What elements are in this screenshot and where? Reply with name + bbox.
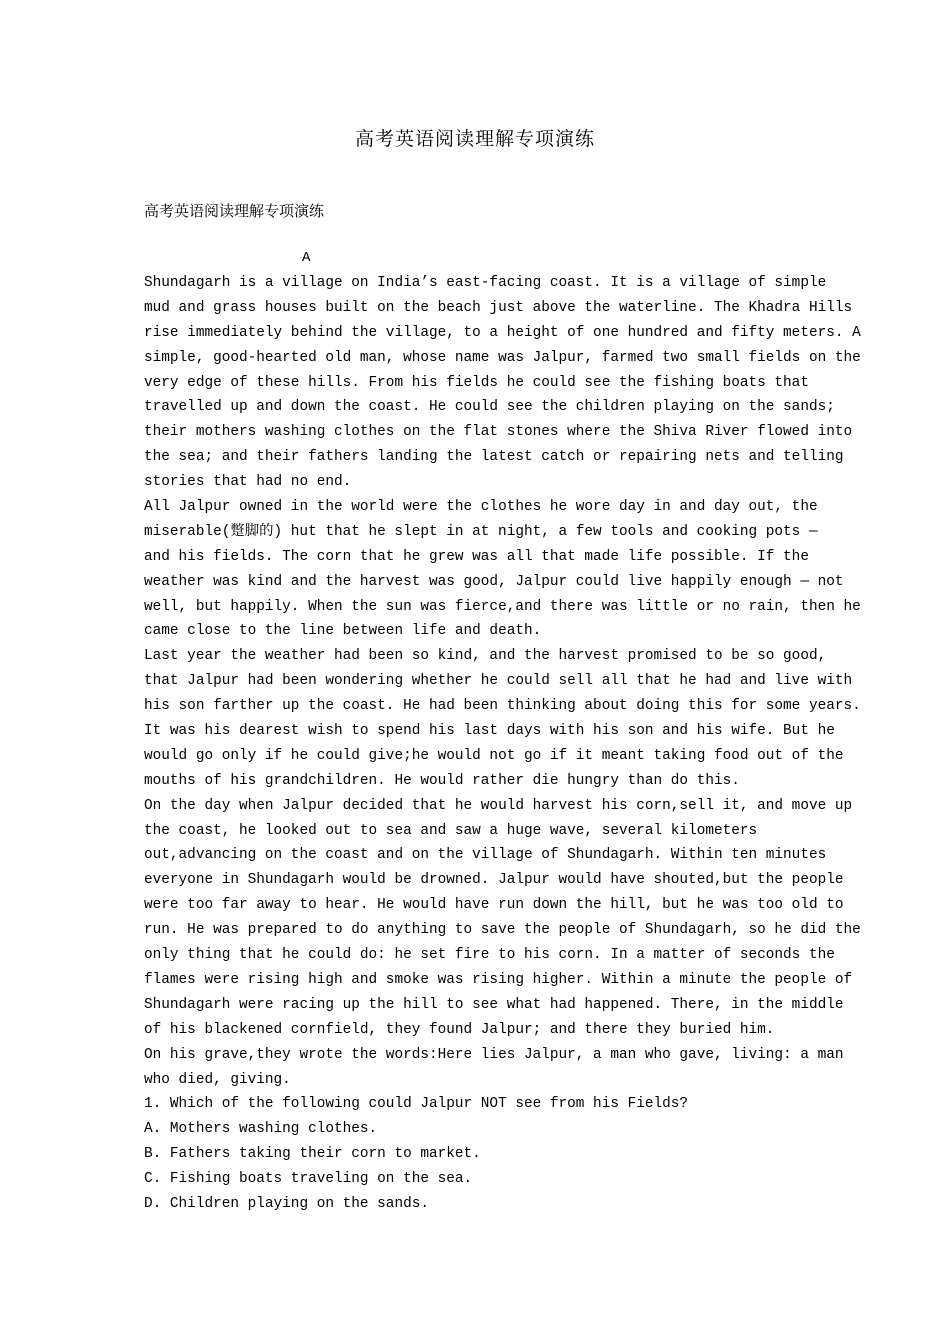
- text-line: would go only if he could give;he would not go if it meant taking food out of the: [144, 747, 844, 764]
- answer-option: B. Fathers taking their corn to market.: [144, 1146, 481, 1163]
- text-line: well, but happily. When the sun was fierce,and there was little or no rain, then he: [144, 598, 861, 615]
- text-line: stories that had no end.: [144, 474, 352, 491]
- text-line: All Jalpur owned in the world were the clothes he wore day in and day out, the: [144, 499, 818, 516]
- text-line: simple, good-hearted old man, whose name was Jalpur, farmed two small fields on the: [144, 349, 861, 366]
- text-line: very edge of these hills. From his fields he could see the fishing boats that: [144, 374, 809, 391]
- text-line: came close to the line between life and death.: [144, 623, 542, 640]
- passage-label: A: [302, 250, 311, 266]
- answer-option: D. Children playing on the sands.: [144, 1195, 429, 1212]
- passage-body: [144, 271, 861, 1217]
- answer-option: A. Mothers washing clothes.: [144, 1121, 378, 1138]
- text-line: run. He was prepared to do anything to save the people of Shundagarh, so he did the: [144, 922, 861, 939]
- text-line: weather was kind and the harvest was good, Jalpur could live happily enough — not: [144, 573, 844, 590]
- text-line: Shundagarh is a village on India’s east-facing coast. It is a village of simple: [144, 275, 827, 291]
- text-line: everyone in Shundagarh would be drowned. Jalpur would have shouted,but the people: [144, 872, 844, 889]
- text-line: of his blackened cornfield, they found Jalpur; and there they buried him.: [144, 1021, 775, 1038]
- text-line: only thing that he could do: he set fire to his corn. In a matter of seconds the: [144, 947, 835, 964]
- text-line: Last year the weather had been so kind, and the harvest promised to be so good,: [144, 648, 827, 665]
- text-line: the sea; and their fathers landing the latest catch or repairing nets and telling: [144, 449, 844, 466]
- answer-option: C. Fishing boats traveling on the sea.: [144, 1171, 473, 1188]
- text-line: were too far away to hear. He would have run down the hill, but he was too old to: [144, 897, 844, 914]
- text-line: It was his dearest wish to spend his last days with his son and his wife. But he: [144, 723, 835, 740]
- text-line: his son farther up the coast. He had been thinking about doing this for some years.: [144, 698, 861, 715]
- text-line: and his fields. The corn that he grew was all that made life possible. If the: [144, 548, 809, 565]
- text-line: who died, giving.: [144, 1071, 291, 1088]
- text-line: flames were rising high and smoke was rising higher. Within a minute the people of: [144, 971, 853, 988]
- text-line: mud and grass houses built on the beach just above the waterline. The Khadra Hills: [144, 299, 853, 316]
- text-line: Shundagarh were racing up the hill to see what had happened. There, in the middle: [144, 996, 844, 1013]
- text-line: their mothers washing clothes on the flat stones where the Shiva River flowed into: [144, 424, 853, 441]
- question-line: 1. Which of the following could Jalpur NOT see from his Fields?: [144, 1096, 689, 1113]
- text-line: the coast, he looked out to sea and saw a huge wave, several kilometers: [144, 822, 758, 839]
- text-line: out,advancing on the coast and on the village of Shundagarh. Within ten minutes: [144, 847, 827, 864]
- text-line: On his grave,they wrote the words:Here lies Jalpur, a man who gave, living: a man: [144, 1046, 844, 1063]
- text-line: On the day when Jalpur decided that he would harvest his corn,sell it, and move up: [144, 797, 853, 814]
- document-title: 高考英语阅读理解专项演练: [354, 128, 595, 150]
- document-subtitle: 高考英语阅读理解专项演练: [144, 202, 325, 220]
- text-line: mouths of his grandchildren. He would rather die hungry than do this.: [144, 772, 740, 789]
- text-line: rise immediately behind the village, to a height of one hundred and fifty meters. A: [144, 324, 861, 341]
- text-line: miserable(蹩脚的) hut that he slept in at night, a few tools and cooking pots —: [144, 523, 818, 540]
- text-line: that Jalpur had been wondering whether he could sell all that he had and live with: [144, 673, 853, 690]
- text-line: travelled up and down the coast. He could see the children playing on the sands;: [144, 399, 835, 416]
